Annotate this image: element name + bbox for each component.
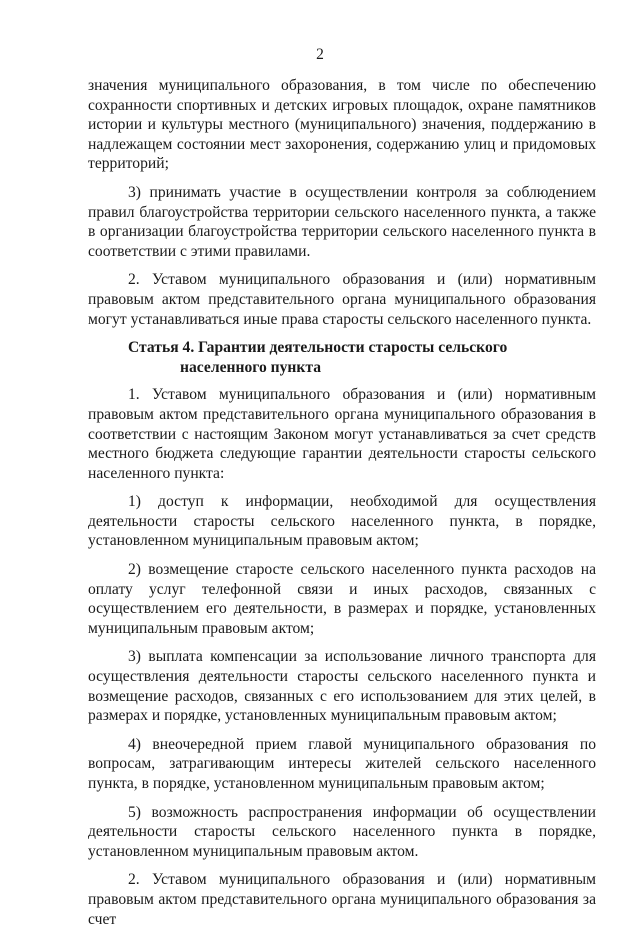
article-heading-line2: населенного пункта xyxy=(180,358,322,376)
guarantee-item-1: 1) доступ к информации, необходимой для осуществления деятельности старосты сельского населенного пункта, в порядке, установленном муниципальным правовым актом; xyxy=(88,493,596,550)
guarantee-item-4: 4) внеочередной прием главой муниципального образования по вопросам, затрагивающим интересы жителей сельского населенного пункта, в порядке, установленном муниципальным правовым актом; xyxy=(88,735,596,792)
guarantee-item-3: 3) выплата компенсации за использование личного транспорта для осуществления деятельности старосты сельского населенного пункта и возмещение расходов, связанных с его использованием для этих целей, в размерах и порядке, установленных муниципальным правовым актом; xyxy=(88,648,596,725)
article4-part-2: 2. Уставом муниципального образования и (или) нормативным правовым актом представительного органа муниципального образования за счет xyxy=(88,871,596,928)
page-number: 2 xyxy=(316,46,324,63)
article-heading xyxy=(88,338,596,377)
article4-part-1: 1. Уставом муниципального образования и (или) нормативным правовым актом представительного органа муниципального образования в соответствии с настоящим Законом могут устанавливаться за счет средств местного бюджета следующие гарантии деятельности старосты сельского населенного пункта: xyxy=(88,386,596,482)
paragraph-item-3: 3) принимать участие в осуществлении контроля за соблюдением правил благоустройства территории сельского населенного пункта, а также в организации благоустройства территории сельского населенного пункта в соответствии с этими правилами. xyxy=(88,183,596,260)
article-heading-line1: Статья 4. Гарантии деятельности старосты сельского xyxy=(128,339,508,357)
paragraph-continuation: значения муниципального образования, в том числе по обеспечению сохранности спортивных и детских игровых площадок, охране памятников истории и культуры местного (муниципального) значения, поддержанию в надлежащем состоянии мест захоронения, содержанию улиц и придомовых территорий; xyxy=(88,77,596,173)
guarantee-item-2: 2) возмещение старосте сельского населенного пункта расходов на оплату услуг телефонной связи и иных расходов, связанных с осуществлением его деятельности, в размерах и порядке, установленных муниципальным правовым актом; xyxy=(88,561,596,637)
guarantee-item-5: 5) возможность распространения информации об осуществлении деятельности старосты сельского населенного пункта в порядке, установленном муниципальным правовым актом. xyxy=(88,803,596,860)
paragraph-part-2: 2. Уставом муниципального образования и (или) нормативным правовым актом представительного органа муниципального образования могут устанавливаться иные права старосты сельского населенного пункта. xyxy=(88,271,596,328)
document-body xyxy=(88,76,596,929)
